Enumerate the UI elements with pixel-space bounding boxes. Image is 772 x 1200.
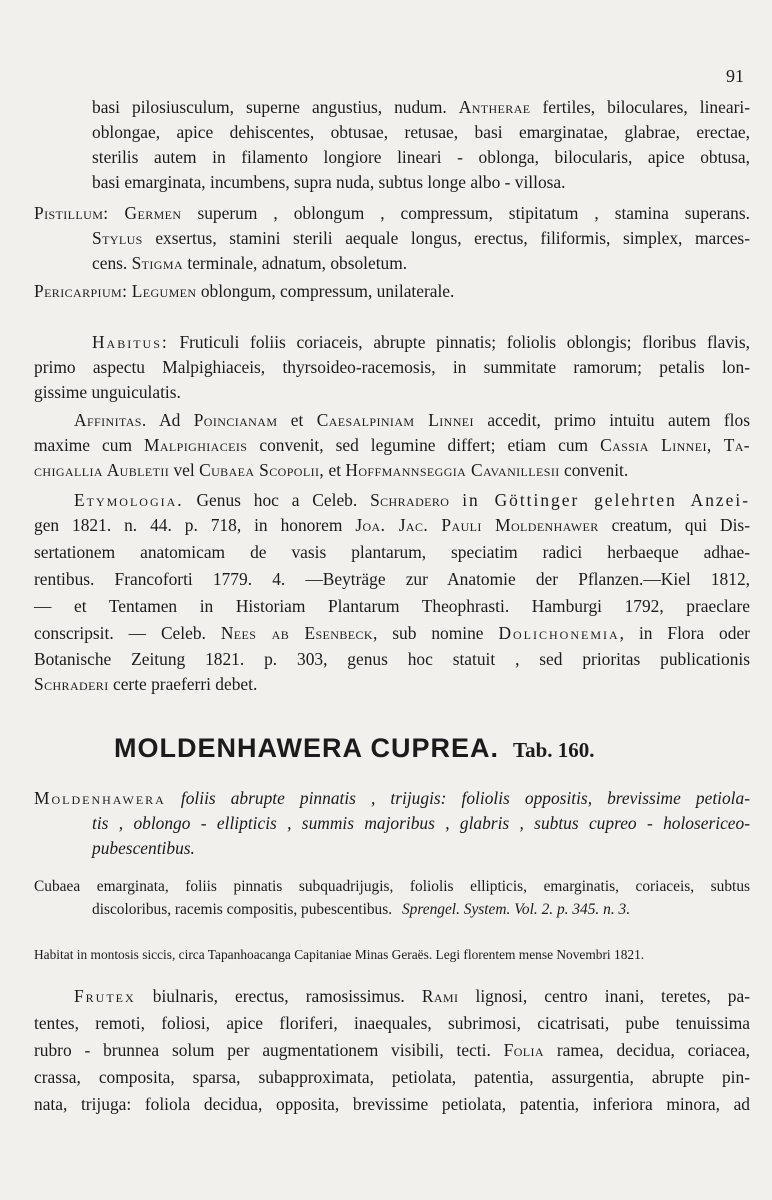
text-line: sertationem anatomicam de vasis plantarum, speciatim radici herbaeque adhae- — [34, 542, 750, 562]
section-heading: Habitus: — [92, 332, 169, 352]
pistillum-line: Pistillum: Germen superum , oblongum , compressum, stipitatum , stamina superans. — [34, 203, 750, 223]
text-line: tentes, remoti, foliosi, apice floriferi, inaequales, subrimosi, cicatrisati, pube tenuissima — [34, 1013, 750, 1033]
species-title: MOLDENHAWERA CUPREA. Tab. 160. — [114, 733, 595, 763]
diagnosis-line: tis , oblongo - ellipticis , summis majoribus , glabris , subtus cupreo - holosericeo- — [92, 813, 750, 833]
etymologia-line: Etymologia. Genus hoc a Celeb. Schradero in Göttinger gelehrten Anzei- — [74, 490, 750, 510]
section-heading: Frutex — [74, 986, 136, 1006]
synonym-line: Cubaea emarginata, foliis pinnatis subquadrijugis, foliolis ellipticis, emarginatis, coriaceis, subtus — [34, 878, 750, 895]
text-line: Stylus exsertus, stamini sterili aequale longus, erectus, filiformis, simplex, marces- — [92, 228, 750, 248]
text-line: maxime cum Malpighiaceis convenit, sed legumine differt; etiam cum Cassia Linnei, Ta- — [34, 435, 750, 455]
text-line: gen 1821. n. 44. p. 718, in honorem Joa. Jac. Pauli Moldenhawer creatum, qui Dis- — [34, 515, 750, 535]
section-heading: Pericarpium: — [34, 281, 128, 301]
text-line: conscripsit. — Celeb. Nees ab Esenbeck, sub nomine Dolichonemia, in Flora oder — [34, 623, 750, 643]
text-line: sterilis autem in filamento longiore lineari - oblonga, bilocularis, apice obtusa, — [92, 147, 750, 167]
affinitas-line: Affinitas. Ad Poincianam et Caesalpiniam Linnei accedit, primo intuitu autem flos — [74, 410, 750, 430]
text-line: oblongae, apice dehiscentes, obtusae, retusae, basi emarginatae, glabrae, erectae, — [92, 122, 750, 142]
synonym-reference: Sprengel. System. Vol. 2. p. 345. n. 3. — [401, 901, 631, 918]
text-line: chigallia Aubletii vel Cubaea Scopolii, et Hoffmannseggia Cavanillesii convenit. — [34, 460, 629, 480]
habitat-line: Habitat in montosis siccis, circa Tapanhoacanga Capitaniae Minas Geraës. Legi florentem mense Novembri 1821. — [34, 947, 645, 962]
text-line: Botanische Zeitung 1821. p. 303, genus hoc statuit , sed prioritas publicationis — [34, 649, 750, 669]
text-line: rentibus. Francoforti 1779. 4. —Beyträge zur Anatomie der Pflanzen.—Kiel 1812, — [34, 569, 750, 589]
diagnosis-line: pubescentibus. — [92, 838, 195, 858]
pericarpium-line: Pericarpium: Legumen oblongum, compressum, unilaterale. — [34, 281, 455, 301]
text-line: basi pilosiusculum, superne angustius, nudum. Antherae fertiles, biloculares, lineari- — [92, 97, 750, 117]
page-number: 91 — [726, 66, 744, 86]
text-line: gissime unguiculatis. — [34, 382, 181, 402]
text-line: — et Tentamen in Historiam Plantarum Theophrasti. Hamburgi 1792, praeclare — [34, 596, 750, 616]
text-line: Schraderi certe praeferri debet. — [34, 674, 258, 694]
section-heading: Pistillum: — [34, 203, 109, 223]
habitus-line: Habitus: Fruticuli foliis coriaceis, abrupte pinnatis; foliolis oblongis; floribus flavis, — [92, 332, 750, 352]
text-line: primo aspectu Malpighiaceis, thyrsoideo-racemosis, in summitate ramorum; petalis lon- — [34, 357, 750, 377]
synonym-line: discoloribus, racemis compositis, pubescentibus. Sprengel. System. Vol. 2. p. 345. n. 3. — [92, 901, 631, 918]
diagnosis-line: Moldenhawera foliis abrupte pinnatis , trijugis: foliolis oppositis, brevissime petiola- — [34, 788, 750, 808]
section-heading: Affinitas. — [74, 410, 147, 430]
text-line: basi emarginata, incumbens, supra nuda, subtus longe albo - villosa. — [92, 172, 566, 192]
text-line: crassa, composita, sparsa, subapproximata, petiolata, patentia, assurgentia, abrupte pin- — [34, 1067, 750, 1087]
text-line: cens. Stigma terminale, adnatum, obsoletum. — [92, 253, 408, 273]
text-line: rubro - brunnea solum per augmentationem visibili, tecti. Folia ramea, decidua, coriacea, — [34, 1040, 750, 1060]
text-line: nata, trijuga: foliola decidua, opposita, brevissime petiolata, patentia, inferiora minora, ad — [34, 1094, 750, 1114]
section-heading: Etymologia. — [74, 490, 184, 510]
plate-reference: Tab. 160. — [513, 738, 595, 762]
frutex-line: Frutex biulnaris, erectus, ramosissimus. Rami lignosi, centro inani, teretes, pa- — [74, 986, 751, 1006]
